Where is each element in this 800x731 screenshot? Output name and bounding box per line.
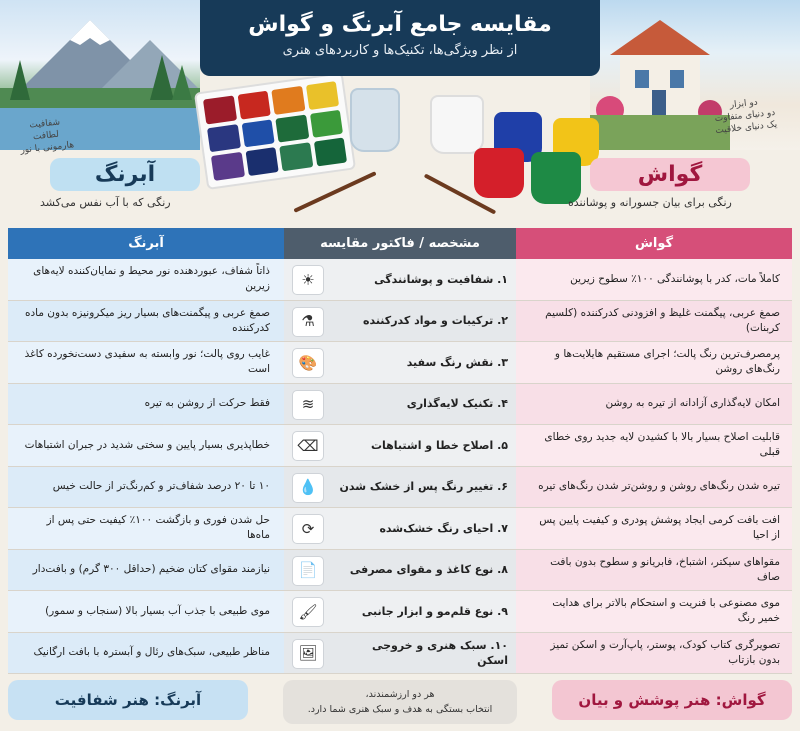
feature-label: ۵. اصلاح خطا و اشتباهات xyxy=(370,438,508,452)
feature-label: ۸. نوع کاغذ و مقوای مصرفی xyxy=(349,563,508,577)
watercolor-cell: حل شدن فوری و بازگشت ۱۰۰٪ کیفیت حتی پس از ماه‌ها xyxy=(8,508,284,549)
feature-cell xyxy=(284,384,516,425)
flask-icon: ⚗ xyxy=(292,307,324,337)
table-row xyxy=(8,550,792,592)
white-gouache-jar xyxy=(430,95,484,154)
feature-label: ۹. نوع قلم‌مو و ابزار جانبی xyxy=(361,604,508,618)
feature-label: ۱. شفافیت و پوشانندگی xyxy=(374,272,508,286)
feature-cell xyxy=(284,550,516,591)
watercolor-cell: فقط حرکت از روشن به تیره xyxy=(8,384,284,425)
feature-label: ۷. احیای رنگ خشک‌شده xyxy=(379,521,508,535)
gouache-cell: قابلیت اصلاح بسیار بالا با کشیدن لایه جدید روی خطای قبلی xyxy=(516,425,792,466)
gouache-cell: صمغ عربی، پیگمنت غلیظ و افزودنی کدرکننده (کلسیم کربنات) xyxy=(516,301,792,342)
watercolor-title: آبرنگ xyxy=(50,158,200,191)
watercolor-cell: ذاتاً شفاف، عبوردهنده نور محیط و نمایان‌کننده لایه‌های زیرین xyxy=(8,259,284,300)
footer xyxy=(0,672,800,731)
watercolor-note: شفافیت لطافت هارمونی با نور xyxy=(19,117,75,156)
header xyxy=(0,0,800,224)
red-gouache-jar xyxy=(474,148,524,198)
watercolor-cell: غایب روی پالت؛ نور وابسته به سفیدی دست‌نخورده کاغذ است xyxy=(8,342,284,383)
palette-icon: 🎨 xyxy=(292,348,324,378)
document-icon: 📄 xyxy=(292,556,324,586)
gouache-cell: پرمصرف‌ترین رنگ پالت؛ اجرای مستقیم هایلایت‌ها و رنگ‌های روشن xyxy=(516,342,792,383)
watercolor-cell: صمغ عربی و پیگمنت‌های بسیار ریز میکرونیزه بدون ماده کدرکننده xyxy=(8,301,284,342)
header-gouache: گواش xyxy=(516,228,792,259)
gouache-subtitle: رنگی برای بیان جسورانه و پوشاننده xyxy=(568,196,732,209)
watercolor-cell: خطاپذیری بسیار پایین و سختی شدید در جبران اشتباهات xyxy=(8,425,284,466)
footer-note-line1: هر دو ارزشمندند، xyxy=(365,689,435,700)
layers-icon: ≋ xyxy=(292,390,324,420)
drop-icon: 💧 xyxy=(292,473,324,503)
page-title: مقایسه جامع آبرنگ و گواش xyxy=(248,12,552,37)
table-row xyxy=(8,259,792,301)
watercolor-cell: نیازمند مقوای کتان ضخیم (حداقل ۳۰۰ گرم) و بافت‌دار xyxy=(8,550,284,591)
feature-cell xyxy=(284,633,516,674)
watercolor-cell: موی طبیعی با جذب آب بسیار بالا (سنجاب و سمور) xyxy=(8,591,284,632)
sun-icon: ☀ xyxy=(292,265,324,295)
feature-cell xyxy=(284,259,516,300)
table-row xyxy=(8,508,792,550)
header-watercolor: آبرنگ xyxy=(8,228,284,259)
feature-cell xyxy=(284,467,516,508)
gouache-cell: امکان لایه‌گذاری آزادانه از تیره به روشن xyxy=(516,384,792,425)
eraser-icon: ⌫ xyxy=(292,431,324,461)
refresh-icon: ⟳ xyxy=(292,514,324,544)
page-subtitle: از نظر ویژگی‌ها، تکنیک‌ها و کاربردهای هنری xyxy=(282,43,518,58)
table-row xyxy=(8,467,792,509)
gouache-cell: کاملاً مات، کدر با پوشانندگی ۱۰۰٪ سطوح زیرین xyxy=(516,259,792,300)
comparison-table xyxy=(8,228,792,667)
gouache-note: دو ابزار دو دنیای متفاوت یک دنیای خلاقیت xyxy=(714,97,778,137)
footer-note xyxy=(283,680,517,724)
feature-cell xyxy=(284,591,516,632)
gouache-footer-badge: گواش: هنر پوشش و بیان xyxy=(552,680,792,720)
header-feature: مشخصه / فاکتور مقایسه xyxy=(284,228,516,259)
gouache-title: گواش xyxy=(590,158,750,191)
gouache-cell: تصویرگری کتاب کودک، پوستر، پاپ‌آرت و اسکن تمیز بدون بازتاب xyxy=(516,633,792,674)
gouache-cell: موی مصنوعی با فنریت و استحکام بالاتر برای هدایت خمیر رنگ xyxy=(516,591,792,632)
feature-cell xyxy=(284,508,516,549)
footer-note-line2: انتخاب بستگی به هدف و سبک هنری شما دارد. xyxy=(307,704,493,715)
watercolor-footer-badge: آبرنگ: هنر شفافیت xyxy=(8,680,248,720)
water-glass-illustration xyxy=(350,88,400,152)
table-row xyxy=(8,342,792,384)
watercolor-palette-illustration xyxy=(194,72,356,190)
feature-label: ۴. تکنیک لایه‌گذاری xyxy=(406,397,508,411)
watercolor-cell: ۱۰ تا ۲۰ درصد شفاف‌تر و کم‌رنگ‌تر از حالت خیس xyxy=(8,467,284,508)
brush-icon: 🖌 xyxy=(292,597,324,627)
table-row xyxy=(8,633,792,675)
feature-cell xyxy=(284,342,516,383)
feature-label: ۳. نقش رنگ سفید xyxy=(406,355,508,369)
feature-label: ۶. تغییر رنگ پس از خشک شدن xyxy=(339,480,508,494)
image-icon: 🖼 xyxy=(292,639,324,669)
table-row xyxy=(8,425,792,467)
gouache-cell: افت بافت کرمی ایجاد پوشش پودری و کیفیت پایین پس از احیا xyxy=(516,508,792,549)
gouache-cell: مقواهای سیکتر، اشتباخ، فابریانو و سطوح بدون بافت صاف xyxy=(516,550,792,591)
gouache-cell: تیره شدن رنگ‌های روشن و روشن‌تر شدن رنگ‌های تیره xyxy=(516,467,792,508)
table-body xyxy=(8,259,792,674)
watercolor-cell: مناظر طبیعی، سبک‌های رئال و آبسترہ با بافت ارگانیک xyxy=(8,633,284,674)
table-row xyxy=(8,301,792,343)
watercolor-subtitle: رنگی که با آب نفس می‌کشد xyxy=(40,196,171,209)
table-header xyxy=(8,228,792,259)
feature-cell xyxy=(284,425,516,466)
table-row xyxy=(8,591,792,633)
table-row xyxy=(8,384,792,426)
feature-label: ۲. ترکیبات و مواد کدرکننده xyxy=(362,314,508,328)
feature-cell xyxy=(284,301,516,342)
brush-illustration-left xyxy=(293,171,376,213)
title-banner xyxy=(200,0,600,76)
feature-label: ۱۰. سبک هنری و خروجی اسکن xyxy=(371,638,508,667)
